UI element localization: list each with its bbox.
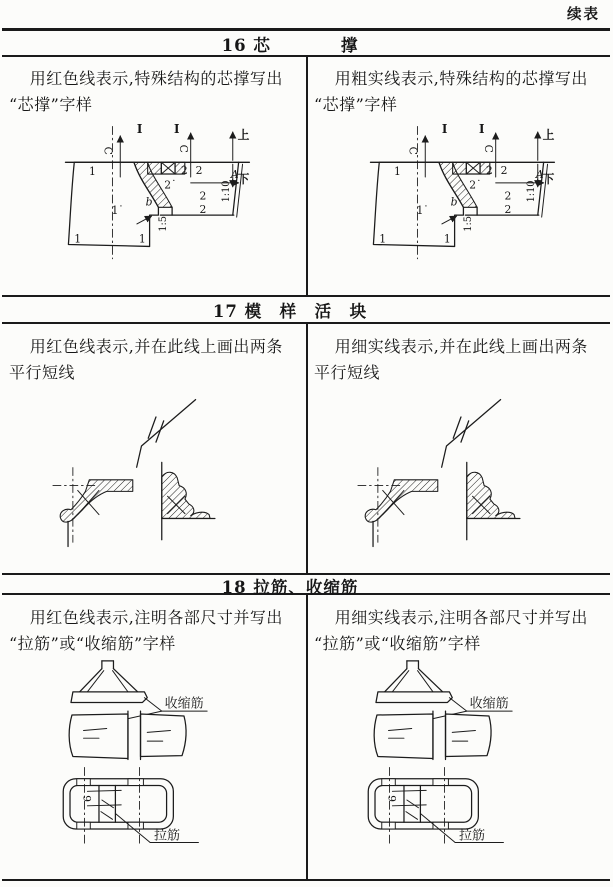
tie-bar-label: 拉筋 (458, 828, 485, 844)
section-c-label: C (406, 146, 420, 155)
section-mark-i: I (136, 121, 143, 136)
tie-bar-label: 拉筋 (153, 828, 180, 844)
loose-piece-drawing-right (344, 388, 576, 560)
rib-front-view (374, 711, 491, 759)
up-label: 上 (237, 127, 250, 142)
rib-front-view (69, 711, 186, 759)
mold-num: 1 (393, 165, 401, 179)
section-c-label: C (176, 144, 190, 153)
flange-section (357, 467, 437, 546)
mold-num: 2 (199, 203, 207, 217)
text-line: 用细实线表示,并在此线上画出两条 (334, 337, 588, 356)
cell-17-right (308, 325, 611, 560)
mold-num: 1˙ (416, 204, 429, 218)
loose-piece-drawing-left (39, 388, 271, 560)
loose-piece-symbol (441, 400, 500, 468)
text-line: “芯撑”字样 (9, 95, 93, 114)
cell-18-left (3, 596, 306, 857)
mold-num: 2 (180, 164, 188, 178)
a-label: A (230, 167, 239, 181)
taper-1-10: 1:10 (220, 180, 232, 203)
continued-table-label: 续表 (567, 6, 600, 23)
mold-num: 1 (443, 232, 451, 246)
text-line: “芯撑”字样 (314, 95, 398, 114)
cell-18-right (308, 596, 611, 857)
mold-num: 2˙ (469, 178, 482, 192)
text-line: “拉筋”或“收缩筋”字样 (314, 634, 481, 653)
a-label: A (535, 167, 544, 181)
shrink-rib-label: 收缩筋 (469, 696, 509, 712)
table-bottom-rule (2, 879, 610, 881)
cell-18-left-text (9, 605, 298, 657)
core-support-drawing-right (347, 120, 572, 277)
text-line: 平行短线 (314, 363, 381, 382)
mold-num: 2 (199, 189, 207, 203)
text-line: 用红色线表示,特殊结构的芯撑写出 (29, 69, 283, 88)
section-mark-i: I (479, 121, 485, 136)
cell-17-left (3, 325, 306, 560)
cell-16-left-text (9, 66, 298, 118)
taper-1-5: 1:5 (158, 216, 170, 232)
row-header-18: 18 拉筋、收缩筋 (221, 578, 359, 597)
section-c-label: C (481, 144, 495, 153)
b-label: b (145, 195, 153, 209)
stepped-section (466, 462, 519, 539)
shrink-rib-tee-section (70, 661, 146, 703)
shrink-rib-tee-section (375, 661, 451, 703)
mold-num: 2 (504, 203, 512, 217)
text-line: 用红色线表示,并在此线上画出两条 (29, 337, 283, 356)
ribs-drawing-left (39, 659, 271, 857)
row-header-17: 17 模 样 活 块 (212, 302, 368, 321)
b-label: b (450, 195, 458, 209)
mold-num: 1 (138, 232, 146, 246)
loose-piece-symbol (136, 400, 195, 468)
table-top-rule (2, 28, 610, 31)
cell-17-right-text (314, 334, 603, 386)
rib-width-dim: 6 (80, 795, 94, 802)
text-line: 用细实线表示,注明各部尺寸并写出 (334, 608, 588, 627)
taper-1-5: 1:5 (463, 216, 475, 232)
cell-18-right-text (314, 605, 603, 657)
mold-num: 1 (379, 232, 387, 246)
mold-num: 2˙ (164, 178, 177, 192)
mold-num: 2 (500, 164, 508, 178)
rule-above-header-17 (2, 295, 610, 297)
stepped-section (161, 462, 214, 539)
core-support-drawing-left (42, 120, 267, 277)
down-label: 下 (237, 171, 250, 186)
flange-section (52, 467, 132, 546)
shrink-rib-label: 收缩筋 (164, 696, 204, 712)
text-line: 用粗实线表示,特殊结构的芯撑写出 (334, 69, 588, 88)
section-mark-i: I (441, 121, 448, 136)
cell-16-right-text (314, 66, 603, 118)
mold-num: 1 (88, 165, 96, 179)
rib-width-dim: 6 (385, 795, 399, 802)
up-label: 上 (542, 127, 555, 142)
text-line: 用红色线表示,注明各部尺寸并写出 (29, 608, 283, 627)
section-mark-i: I (174, 121, 180, 136)
mold-num: 2 (504, 189, 512, 203)
down-label: 下 (542, 171, 555, 186)
row-header-16: 16 芯 撑 (221, 36, 359, 55)
text-line: 平行短线 (9, 363, 76, 382)
ribs-drawing-right (344, 659, 576, 857)
taper-1-10: 1:10 (525, 180, 537, 203)
mold-num: 1˙ (111, 204, 124, 218)
text-line: “拉筋”或“收缩筋”字样 (9, 634, 176, 653)
section-c-label: C (101, 146, 115, 155)
mold-num: 1 (74, 232, 82, 246)
mold-num: 2 (195, 164, 203, 178)
cell-16-right (308, 57, 611, 277)
cell-16-left (3, 57, 306, 277)
cell-17-left-text (9, 334, 298, 386)
mold-num: 2 (485, 164, 493, 178)
